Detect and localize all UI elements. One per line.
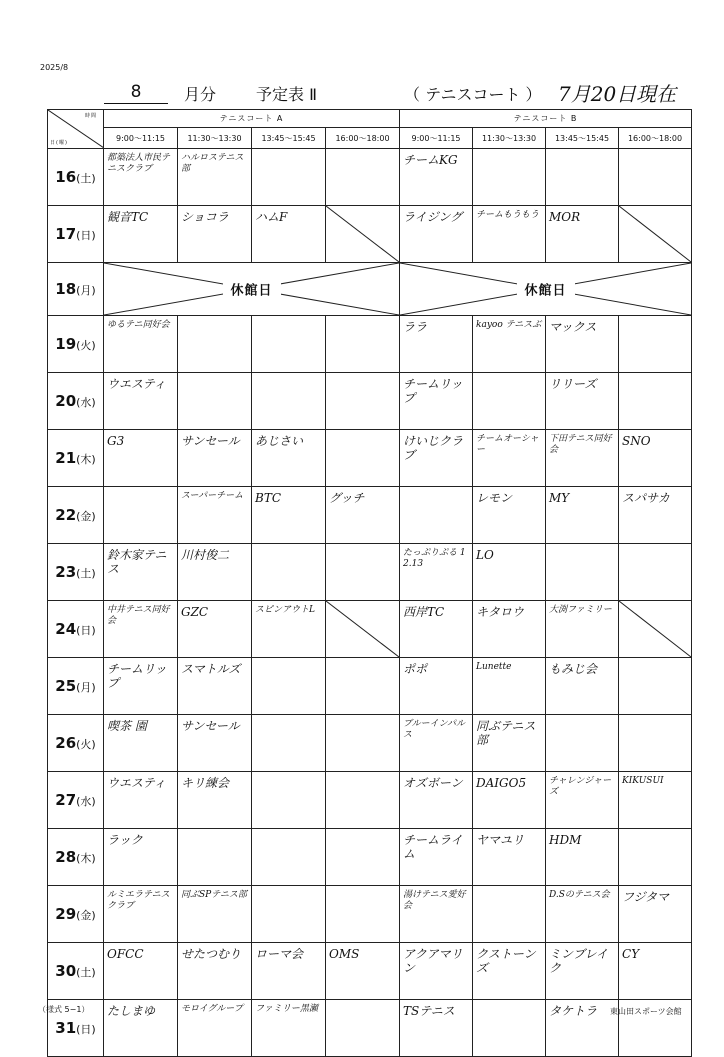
booking-cell-court-b-slot-4: CY <box>619 943 692 1000</box>
booking-cell-court-b-slot-1: ブルーインパルス <box>400 715 473 772</box>
schedule-row <box>48 715 692 772</box>
weekday: (水) <box>76 795 96 808</box>
booking-cell-court-b-slot-1: たっぷりぷる 12.13 <box>400 544 473 601</box>
booking-cell-court-a-slot-2: スマトルズ <box>178 658 252 715</box>
form-number: （様式 5−1） <box>38 1005 90 1014</box>
corner-date-label: 日(曜) <box>50 140 68 146</box>
booking-cell-court-b-slot-4 <box>619 715 692 772</box>
booking-cell-court-b-slot-3: 下田テニス同好会 <box>546 430 619 487</box>
booking-cell-court-b-slot-1: 西岸TC <box>400 601 473 658</box>
booking-cell-court-a-slot-3: ハムF <box>252 206 326 263</box>
booking-cell-court-b-slot-1: チームライム <box>400 829 473 886</box>
booking-cell-court-a-slot-3 <box>252 658 326 715</box>
booking-cell-court-a-slot-1: ウエスティ <box>104 373 178 430</box>
booking-cell-court-a-slot-2: 川村俊二 <box>178 544 252 601</box>
weekday: (火) <box>76 738 96 751</box>
day-number: 22 <box>55 506 77 524</box>
booking-cell-court-a-slot-4 <box>326 886 400 943</box>
booking-cell-court-b-slot-3: マックス <box>546 316 619 373</box>
booking-cell-court-b-slot-2: 同ぶテニス部 <box>473 715 546 772</box>
day-number: 18 <box>55 280 77 298</box>
booking-cell-court-a-slot-1: 観音TC <box>104 206 178 263</box>
booking-cell-court-a-slot-3 <box>252 886 326 943</box>
booking-cell-court-a-slot-3 <box>252 829 326 886</box>
booking-cell-court-b-slot-2: LO <box>473 544 546 601</box>
booking-cell-court-a-slot-4 <box>326 430 400 487</box>
schedule-row <box>48 601 692 658</box>
unavailable-slash <box>326 206 399 262</box>
date-cell <box>48 772 104 829</box>
weekday: (日) <box>76 624 96 637</box>
booking-cell-court-b-slot-2 <box>473 886 546 943</box>
unavailable-slot-cell <box>619 206 692 263</box>
date-cell <box>48 487 104 544</box>
weekday: (土) <box>76 966 96 979</box>
booking-cell-court-a-slot-2 <box>178 829 252 886</box>
schedule-row <box>48 206 692 263</box>
booking-cell-court-a-slot-1: 都築法人市民テニスクラブ <box>104 149 178 206</box>
time-slot-b-4: 16:00～18:00 <box>619 128 692 149</box>
booking-cell-court-b-slot-3: HDM <box>546 829 619 886</box>
booking-cell-court-b-slot-2 <box>473 1000 546 1057</box>
booking-cell-court-b-slot-4 <box>619 829 692 886</box>
booking-cell-court-a-slot-4 <box>326 658 400 715</box>
day-number: 17 <box>55 225 77 243</box>
date-cell <box>48 658 104 715</box>
booking-cell-court-b-slot-2: ヤマユリ <box>473 829 546 886</box>
booking-cell-court-b-slot-2: チームオーシャー <box>473 430 546 487</box>
booking-cell-court-a-slot-1: ルミエラテニスクラブ <box>104 886 178 943</box>
booking-cell-court-b-slot-4: スパサカ <box>619 487 692 544</box>
booking-cell-court-b-slot-2: クストーンズ <box>473 943 546 1000</box>
booking-cell-court-a-slot-3 <box>252 715 326 772</box>
day-number: 27 <box>55 791 77 809</box>
booking-cell-court-b-slot-1: けいじクラブ <box>400 430 473 487</box>
booking-cell-court-a-slot-4 <box>326 149 400 206</box>
booking-cell-court-b-slot-2: チームもうもう <box>473 206 546 263</box>
date-cell <box>48 943 104 1000</box>
schedule-row <box>48 316 692 373</box>
booking-cell-court-b-slot-1: チームKG <box>400 149 473 206</box>
title-month: 8 <box>104 82 168 104</box>
court-header-row <box>48 110 692 128</box>
booking-cell-court-a-slot-4 <box>326 373 400 430</box>
weekday: (木) <box>76 852 96 865</box>
booking-cell-court-b-slot-1: チームリップ <box>400 373 473 430</box>
schedule-table <box>47 109 692 1057</box>
closed-day-cell-b <box>400 263 692 316</box>
booking-cell-court-b-slot-4: フジタマ <box>619 886 692 943</box>
booking-cell-court-a-slot-1: チームリップ <box>104 658 178 715</box>
booking-cell-court-b-slot-3 <box>546 149 619 206</box>
title-as-of-date: 7月20日現在 <box>558 82 677 106</box>
closed-day-label: 休館日 <box>517 280 575 299</box>
booking-cell-court-b-slot-2: Lunette <box>473 658 546 715</box>
booking-cell-court-b-slot-2 <box>473 149 546 206</box>
date-cell <box>48 316 104 373</box>
booking-cell-court-b-slot-4 <box>619 316 692 373</box>
booking-cell-court-a-slot-2: サンセール <box>178 715 252 772</box>
booking-cell-court-b-slot-3: リリーズ <box>546 373 619 430</box>
booking-cell-court-a-slot-3 <box>252 316 326 373</box>
corner-time-label: 時間 <box>84 113 97 119</box>
day-number: 31 <box>55 1019 77 1037</box>
booking-cell-court-b-slot-4 <box>619 373 692 430</box>
booking-cell-court-a-slot-3 <box>252 373 326 430</box>
booking-cell-court-b-slot-2: kayoo テニスぶ <box>473 316 546 373</box>
weekday: (木) <box>76 453 96 466</box>
schedule-row <box>48 943 692 1000</box>
booking-cell-court-a-slot-2: 同ぶSPテニス部 <box>178 886 252 943</box>
booking-cell-court-a-slot-3 <box>252 149 326 206</box>
court-b-header: テニスコート B <box>400 110 692 128</box>
weekday: (金) <box>76 510 96 523</box>
day-number: 24 <box>55 620 77 638</box>
schedule-row <box>48 430 692 487</box>
booking-cell-court-b-slot-2: DAIGO5 <box>473 772 546 829</box>
booking-cell-court-b-slot-2 <box>473 373 546 430</box>
booking-cell-court-a-slot-4 <box>326 544 400 601</box>
day-number: 26 <box>55 734 77 752</box>
booking-cell-court-b-slot-1: ポポ <box>400 658 473 715</box>
booking-cell-court-a-slot-3: ローマ会 <box>252 943 326 1000</box>
booking-cell-court-a-slot-4 <box>326 316 400 373</box>
booking-cell-court-a-slot-1: OFCC <box>104 943 178 1000</box>
title-schedule-name: 予定表 Ⅱ <box>256 85 317 104</box>
booking-cell-court-a-slot-2: ハルロステニス部 <box>178 149 252 206</box>
booking-cell-court-b-slot-4: SNO <box>619 430 692 487</box>
time-slot-a-2: 11:30～13:30 <box>178 128 252 149</box>
schedule-row <box>48 149 692 206</box>
booking-cell-court-a-slot-1: 喫茶 園 <box>104 715 178 772</box>
booking-cell-court-b-slot-3: チャレンジャーズ <box>546 772 619 829</box>
time-slot-a-1: 9:00～11:15 <box>104 128 178 149</box>
corner-header-cell <box>48 110 104 149</box>
booking-cell-court-a-slot-4: OMS <box>326 943 400 1000</box>
day-number: 28 <box>55 848 77 866</box>
booking-cell-court-b-slot-1: オズボーン <box>400 772 473 829</box>
schedule-row <box>48 829 692 886</box>
booking-cell-court-b-slot-3 <box>546 715 619 772</box>
schedule-row <box>48 886 692 943</box>
booking-cell-court-a-slot-1: たしまゆ <box>104 1000 178 1057</box>
weekday: (金) <box>76 909 96 922</box>
booking-cell-court-a-slot-2: せたつむり <box>178 943 252 1000</box>
date-cell <box>48 263 104 316</box>
unavailable-slot-cell <box>326 206 400 263</box>
schedule-row <box>48 544 692 601</box>
weekday: (月) <box>76 681 96 694</box>
booking-cell-court-b-slot-1: ライジング <box>400 206 473 263</box>
booking-cell-court-b-slot-3: もみじ会 <box>546 658 619 715</box>
booking-cell-court-a-slot-2: モロイグループ <box>178 1000 252 1057</box>
booking-cell-court-a-slot-3: あじさい <box>252 430 326 487</box>
time-slot-b-3: 13:45～15:45 <box>546 128 619 149</box>
closed-day-cell-a <box>104 263 400 316</box>
title-month-unit: 月分 <box>184 85 217 104</box>
booking-cell-court-a-slot-3 <box>252 772 326 829</box>
time-slot-a-3: 13:45～15:45 <box>252 128 326 149</box>
weekday: (日) <box>76 1023 96 1036</box>
booking-cell-court-a-slot-1: 中井テニス同好会 <box>104 601 178 658</box>
unavailable-slot-cell <box>326 601 400 658</box>
booking-cell-court-b-slot-1: ララ <box>400 316 473 373</box>
date-cell <box>48 373 104 430</box>
booking-cell-court-b-slot-4 <box>619 544 692 601</box>
day-number: 20 <box>55 392 77 410</box>
booking-cell-court-a-slot-1: 鈴木家テニス <box>104 544 178 601</box>
weekday: (水) <box>76 396 96 409</box>
unavailable-slot-cell <box>619 601 692 658</box>
booking-cell-court-a-slot-2: サンセール <box>178 430 252 487</box>
date-cell <box>48 886 104 943</box>
booking-cell-court-b-slot-3: 大渕ファミリー <box>546 601 619 658</box>
booking-cell-court-a-slot-4 <box>326 1000 400 1057</box>
date-cell <box>48 149 104 206</box>
time-slot-b-2: 11:30～13:30 <box>473 128 546 149</box>
booking-cell-court-a-slot-1: G3 <box>104 430 178 487</box>
date-cell <box>48 601 104 658</box>
booking-cell-court-b-slot-2: キタロウ <box>473 601 546 658</box>
booking-cell-court-a-slot-2: ショコラ <box>178 206 252 263</box>
booking-cell-court-b-slot-1 <box>400 487 473 544</box>
title-row <box>0 78 724 108</box>
schedule-row <box>48 658 692 715</box>
date-cell <box>48 430 104 487</box>
booking-cell-court-b-slot-3: ミンブレイク <box>546 943 619 1000</box>
booking-cell-court-a-slot-4 <box>326 715 400 772</box>
time-slot-b-1: 9:00～11:15 <box>400 128 473 149</box>
booking-cell-court-a-slot-1: ゆるテニ同好会 <box>104 316 178 373</box>
closed-day-label: 休館日 <box>222 280 280 299</box>
booking-cell-court-b-slot-3: MY <box>546 487 619 544</box>
title-court: （ テニスコート ） <box>404 85 542 104</box>
unavailable-slash <box>619 601 691 657</box>
weekday: (土) <box>76 172 96 185</box>
date-cell <box>48 206 104 263</box>
weekday: (火) <box>76 339 96 352</box>
day-number: 21 <box>55 449 77 467</box>
booking-cell-court-a-slot-2: キリ練会 <box>178 772 252 829</box>
schedule-row <box>48 263 692 316</box>
booking-cell-court-a-slot-2: GZC <box>178 601 252 658</box>
booking-cell-court-b-slot-3: D.Sのテニス会 <box>546 886 619 943</box>
booking-cell-court-a-slot-1: ウエスティ <box>104 772 178 829</box>
organization-name: 東山田スポーツ会館 <box>610 1007 682 1016</box>
booking-cell-court-a-slot-3: ファミリー黒瀬 <box>252 1000 326 1057</box>
booking-cell-court-a-slot-4 <box>326 829 400 886</box>
weekday: (月) <box>76 284 96 297</box>
booking-cell-court-a-slot-2: スーパーチーム <box>178 487 252 544</box>
schedule-body <box>48 149 692 1057</box>
schedule-row <box>48 487 692 544</box>
day-number: 16 <box>55 168 77 186</box>
court-a-header: テニスコート A <box>104 110 400 128</box>
schedule-row <box>48 1000 692 1057</box>
day-number: 30 <box>55 962 77 980</box>
weekday: (日) <box>76 229 96 242</box>
booking-cell-court-b-slot-1: 湯けテニス愛好会 <box>400 886 473 943</box>
unavailable-slash <box>619 206 691 262</box>
day-number: 25 <box>55 677 77 695</box>
booking-cell-court-a-slot-1: ラック <box>104 829 178 886</box>
booking-cell-court-a-slot-2 <box>178 373 252 430</box>
date-cell <box>48 544 104 601</box>
schedule-row <box>48 373 692 430</box>
schedule-row <box>48 772 692 829</box>
booking-cell-court-b-slot-3: タケトラ <box>546 1000 619 1057</box>
document-date: 2025/8 <box>40 63 69 72</box>
date-cell <box>48 829 104 886</box>
day-number: 23 <box>55 563 77 581</box>
booking-cell-court-b-slot-3: MOR <box>546 206 619 263</box>
booking-cell-court-a-slot-4: グッチ <box>326 487 400 544</box>
booking-cell-court-a-slot-3: BTC <box>252 487 326 544</box>
booking-cell-court-b-slot-4 <box>619 658 692 715</box>
booking-cell-court-a-slot-3: スピンアウトL <box>252 601 326 658</box>
unavailable-slash <box>326 601 399 657</box>
booking-cell-court-b-slot-4 <box>619 149 692 206</box>
day-number: 29 <box>55 905 77 923</box>
time-slot-header-row <box>48 128 692 149</box>
booking-cell-court-b-slot-2: レモン <box>473 487 546 544</box>
booking-cell-court-a-slot-3 <box>252 544 326 601</box>
booking-cell-court-a-slot-1 <box>104 487 178 544</box>
booking-cell-court-b-slot-1: TSテニス <box>400 1000 473 1057</box>
time-slot-a-4: 16:00～18:00 <box>326 128 400 149</box>
booking-cell-court-a-slot-4 <box>326 772 400 829</box>
weekday: (土) <box>76 567 96 580</box>
date-cell <box>48 715 104 772</box>
booking-cell-court-a-slot-2 <box>178 316 252 373</box>
day-number: 19 <box>55 335 77 353</box>
booking-cell-court-b-slot-4: KIKUSUI <box>619 772 692 829</box>
booking-cell-court-b-slot-1: アクアマリン <box>400 943 473 1000</box>
booking-cell-court-b-slot-3 <box>546 544 619 601</box>
